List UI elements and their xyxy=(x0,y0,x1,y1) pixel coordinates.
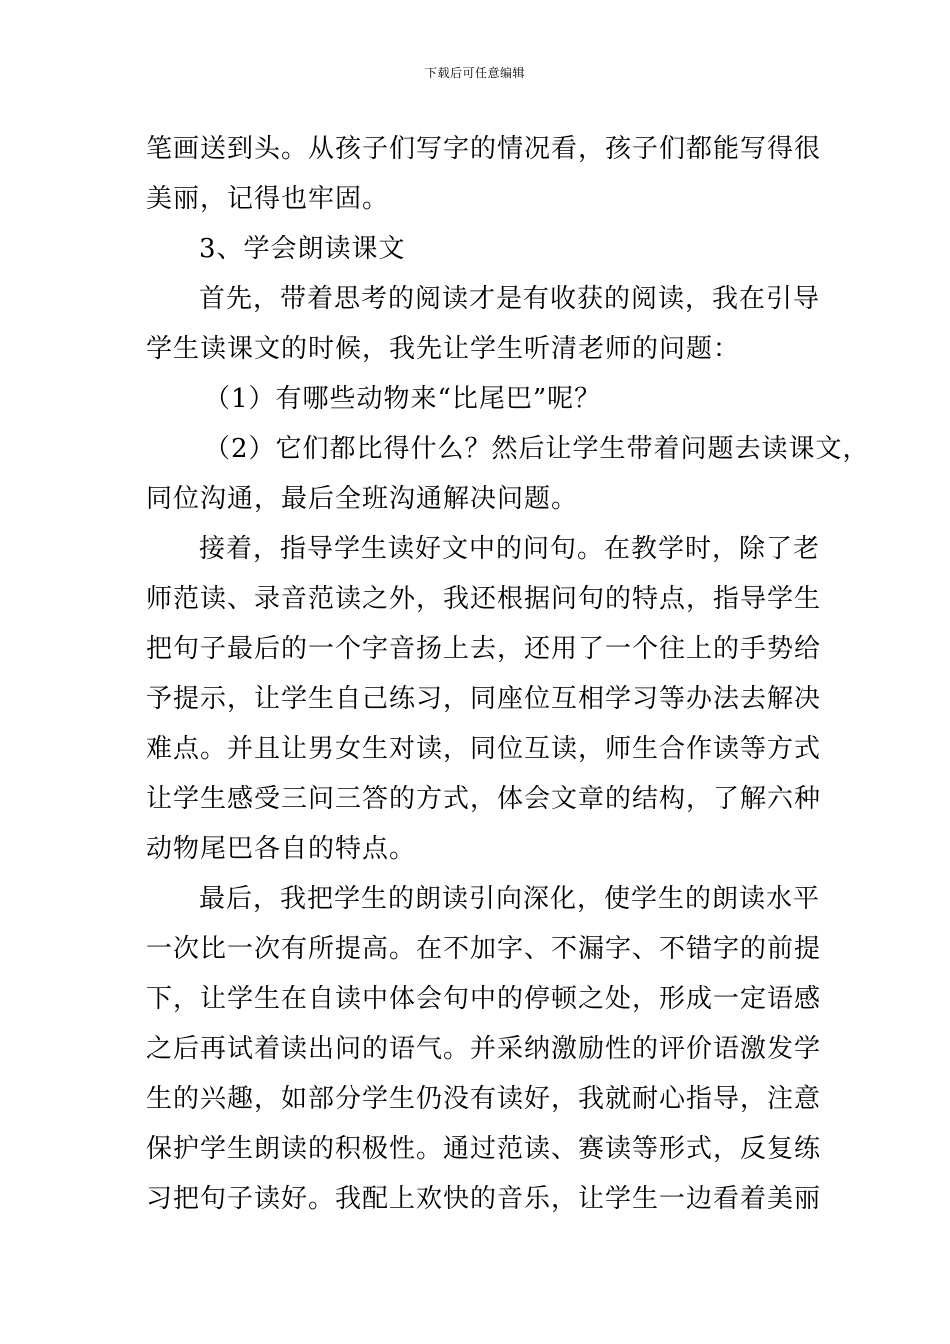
text-line: 美丽，记得也牢固。 xyxy=(146,184,390,214)
text-line: 最后，我把学生的朗读引向深化，使学生的朗读水平 xyxy=(199,884,821,914)
question-item: （1）有哪些动物来“比尾巴”呢？ xyxy=(204,384,602,414)
section-heading: 3、学会朗读课文 xyxy=(199,234,406,264)
text-line: 让学生感受三问三答的方式，体会文章的结构，了解六种 xyxy=(146,784,822,814)
text-line: 接着，指导学生读好文中的问句。在教学时，除了老 xyxy=(199,534,821,564)
text-line: 之后再试着读出问的语气。并采纳激励性的评价语激发学 xyxy=(146,1034,822,1064)
page-header: 下载后可任意编辑 xyxy=(424,66,525,80)
text-line: 学生读课文的时候，我先让学生听清老师的问题： xyxy=(146,334,741,364)
text-line: 难点。并且让男女生对读，同位互读，师生合作读等方式 xyxy=(146,734,822,764)
text-line: 习把句子读好。我配上欢快的音乐，让学生一边看着美丽 xyxy=(146,1184,822,1214)
text-line: 下，让学生在自读中体会句中的停顿之处，形成一定语感 xyxy=(146,984,822,1014)
text-line: 一次比一次有所提高。在不加字、不漏字、不错字的前提 xyxy=(146,934,822,964)
text-line: 同位沟通，最后全班沟通解决问题。 xyxy=(146,484,579,514)
text-line: 首先，带着思考的阅读才是有收获的阅读，我在引导 xyxy=(199,284,821,314)
text-line: 保护学生朗读的积极性。通过范读、赛读等形式，反复练 xyxy=(146,1134,822,1164)
text-line: 生的兴趣，如部分学生仍没有读好，我就耐心指导，注意 xyxy=(146,1084,822,1114)
text-line: 师范读、录音范读之外，我还根据问句的特点，指导学生 xyxy=(146,584,822,614)
text-line: 予提示，让学生自己练习，同座位互相学习等办法去解决 xyxy=(146,684,822,714)
text-line: 笔画送到头。从孩子们写字的情况看，孩子们都能写得很 xyxy=(146,134,822,164)
text-line: 动物尾巴各自的特点。 xyxy=(146,834,417,864)
question-item: （2）它们都比得什么？然后让学生带着问题去读课文， xyxy=(204,434,870,464)
text-line: 把句子最后的一个字音扬上去，还用了一个往上的手势给 xyxy=(146,634,822,664)
body-text xyxy=(146,124,870,1224)
